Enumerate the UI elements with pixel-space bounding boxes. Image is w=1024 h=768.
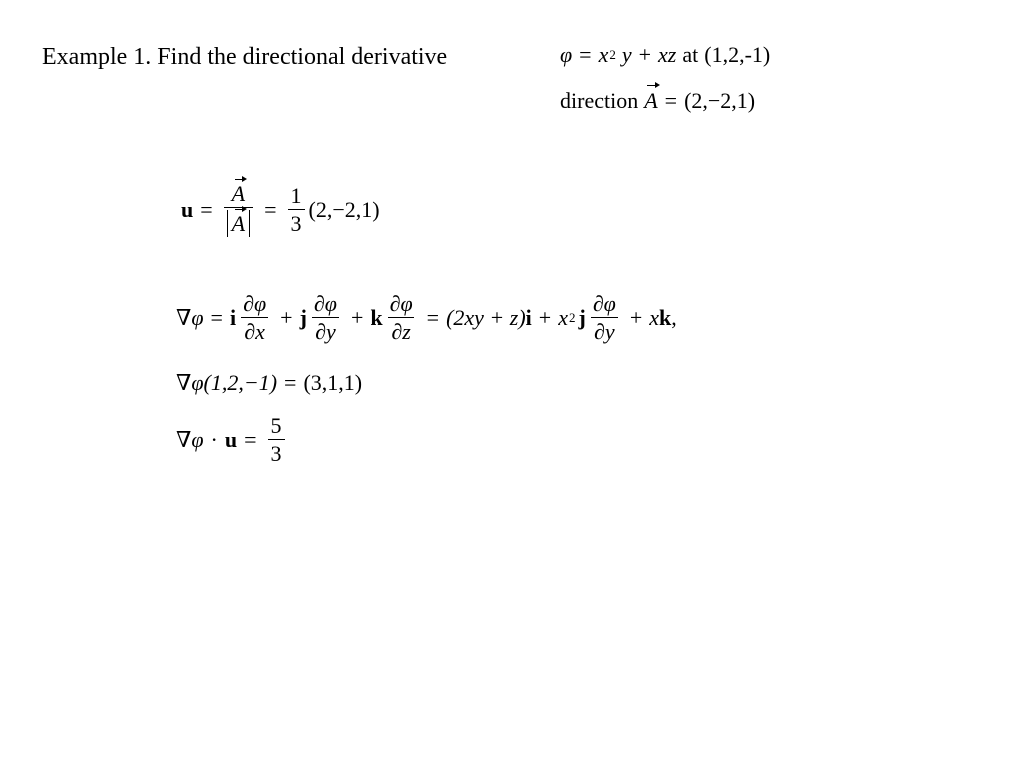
unit-vector-u: u <box>181 196 194 222</box>
gradient-equation: ∇φ = i $\frac{\partial\varphi}{\partial x}$ + j $\frac{\partial\varphi}{\partial y}$ + k $\frac{\partial\varphi}{\partial z}$ = (2xy + z) i + x 2 j $\frac{\partial\varphi}{\partial y}$ + x k , <box>176 291 677 345</box>
gradient-at-point-expr: ∇φ(1,2,−1) <box>176 370 278 395</box>
function-term-x: x <box>598 42 609 67</box>
partial-phi-z: $\frac{\partial\varphi}{\partial z}$ <box>389 291 413 345</box>
partial-phi-y: $\frac{\partial\varphi}{\partial y}$ <box>313 291 337 345</box>
one-third-fraction <box>288 184 305 235</box>
direction-word: direction <box>560 88 639 113</box>
problem-title: Example 1. Find the directional derivative <box>42 44 448 70</box>
partial-phi-x: $\frac{\partial\varphi}{\partial x}$ <box>243 291 267 345</box>
unit-k: k <box>370 304 383 330</box>
direction-vector-value: (2,−2,1) <box>684 88 756 113</box>
fraction-denominator-three: 3 <box>288 209 305 235</box>
directional-derivative-result: ∇φ · u = $\frac{5}{3}$ <box>176 414 289 465</box>
function-term-xz: xz <box>658 42 677 67</box>
vector-a: A <box>644 88 658 113</box>
evaluation-point: (1,2,-1) <box>704 42 771 67</box>
direction-definition: direction A = (2,−2,1) <box>560 88 756 113</box>
result-u: u <box>224 426 238 452</box>
unit-denominator-vector: A <box>231 211 246 237</box>
unit-vector-value: (2,−2,1) <box>308 196 380 222</box>
at-word: at <box>682 42 699 67</box>
result-numerator: 5 <box>270 413 282 438</box>
phi-symbol: φ <box>560 42 573 67</box>
fraction-numerator-one: 1 <box>290 183 302 208</box>
result-nabla-phi: ∇φ <box>176 426 204 452</box>
function-term-y: y <box>621 42 632 67</box>
dot-operator: · <box>210 426 218 452</box>
result-fraction <box>268 414 285 465</box>
gradient-at-point: ∇φ(1,2,−1) = (3,1,1) <box>176 370 363 395</box>
partial-phi-y-2: $\frac{\partial\varphi}{\partial y}$ <box>592 291 616 345</box>
unit-i: i <box>229 304 237 330</box>
unit-vector-equation: u = $\frac{A}{A}$ = $\frac{1}{3}$ (2,−2,1) <box>181 181 380 237</box>
gradient-nabla-phi: ∇φ <box>176 304 204 330</box>
function-definition: φ = x 2 y + xz at (1,2,-1) <box>560 42 771 67</box>
gradient-at-point-value: (3,1,1) <box>303 370 363 395</box>
gradient-term1: (2xy + z) <box>446 304 526 330</box>
unit-vector-fraction <box>224 182 253 237</box>
result-denominator: 3 <box>268 439 285 465</box>
unit-j: j <box>299 304 307 330</box>
unit-numerator-vector: A <box>231 181 246 206</box>
